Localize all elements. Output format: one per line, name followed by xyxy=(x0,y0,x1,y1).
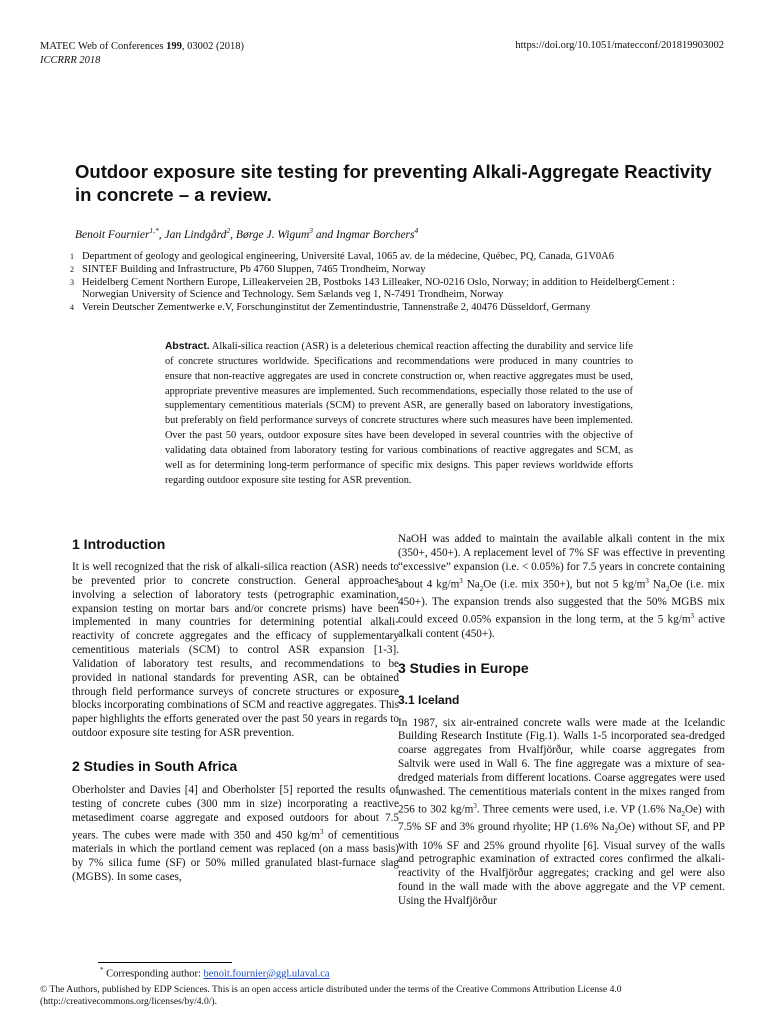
conference-tag: ICCRRR 2018 xyxy=(40,55,101,66)
paragraph: It is well recognized that the risk of alkali-silica reaction (ASR) needs to be prevented prior to concrete construction. General approaches involving a selection of laboratory tests (petrographic examination, expansion testing on mortar bars and/or concrete prisms) have been implemented in many countries for determining potential alkali-reactivity of concrete aggregates and the efficacy of supplementary cementitious materials (SCM) to control ASR expansion [1-3]. Validation of laboratory test results, and recommendations to be provided in national standards for preventing ASR, can be obtained through field performance surveys of concrete structures or exposure blocks incorporating combinations of SCM and reactive aggregates. This paper highlights the efforts generated over the past 50 years in regards to outdoor exposure site testing for ASR prevention. xyxy=(72,561,399,740)
section-heading: 2 Studies in South Africa xyxy=(72,757,238,774)
author-name: Børge J. Wigum xyxy=(235,228,310,241)
author-name: Ingmar Borchers xyxy=(336,228,415,241)
corresponding-author-note: * Corresponding author: benoit.fournier@ggl.ulaval.ca xyxy=(100,966,330,980)
affiliations xyxy=(70,251,710,315)
running-header xyxy=(40,40,244,68)
affiliation: 1 Department of geology and geological engineering, Université Laval, 1065 av. de la médecine, Québec, PQ, Canada, G1V0A6 xyxy=(70,251,615,262)
doi-link[interactable]: https://doi.org/10.1051/matecconf/201819903002 xyxy=(515,40,724,51)
affiliation: 2 SINTEF Building and Infrastructure, Pb 4760 Sluppen, 7465 Trondheim, Norway xyxy=(70,263,426,275)
subsection-heading: 3.1 Iceland xyxy=(398,692,460,707)
paragraph: NaOH was added to maintain the available alkali content in the mix (350+, 450+). A replacement level of 7% SF was effective in preventing “excessive” expansion (i.e. < 0.05%) for 7.5 years in concrete containing about 4 $kg/m^3$ $Na_2Oe$ (i.e. mix 350+), but not 5 $kg/m^3$ $Na_2Oe$ (i.e. mix 450+). The expansion trends also suggested that the 50% MGBS mix could exceed 0.05% expansion in the long term, at the 5 $kg/m^3$ active alkali content (450+). xyxy=(398,533,726,640)
author-name: Jan Lindgård xyxy=(164,228,227,241)
author-name: Benoit Fournier xyxy=(75,228,150,241)
paragraph: Oberholster and Davies [4] and Oberholster [5] reported the results of testing of concrete cubes (300 mm in size) incorporating a reactive metasediment coarse aggregate and exposed outdoors for about 7.5 years. The cubes were made with 350 and 450 $kg/m^3$ of cementitious materials in which the portland cement was replaced (on a mass basis) by 7% silica fume (SF) or 50% milled granulated blast-furnace slag (MGBS). In some cases, xyxy=(72,783,399,883)
right-column xyxy=(398,533,725,909)
affiliation: 4 Verein Deutscher Zementwerke e.V, Forschunginstitut der Zementindustrie, Tannenstraße 2, 40476 Düsseldorf, Germany xyxy=(70,302,591,314)
abstract-text: Alkali-silica reaction (ASR) is a deleterious chemical reaction affecting the durability and service life of concrete structures worldwide. Specifications and recommendations were produced in many countries to ensure that non-reactive aggregates are used in concrete construction or, when reactive aggregates must be used, appropriate preventive measures are implemented. Such recommendations, especially those related to the use of supplementary cementitious materials (SCM) to prevent ASR, are generally based on laboratory investigations, but preferably on field performance surveys of concrete structures where such measures have been implemented. Over the past 50 years, outdoor exposure sites have been developed in several countries with the objective of validating data obtained from laboratory testing for various combinations of reactive aggregates and SCM, as well as for determining long-term performance of specific mix designs. This paper reviews worldwide efforts regarding outdoor exposure site testing for ASR prevention. xyxy=(165,341,633,486)
abstract xyxy=(165,340,633,488)
footnote-rule xyxy=(98,962,232,963)
abstract-label: Abstract. xyxy=(165,341,210,352)
section-heading: 1 Introduction xyxy=(72,536,166,552)
journal-citation: MATEC Web of Conferences 199, 03002 (2018) xyxy=(40,41,244,52)
author-email-link[interactable]: benoit.fournier@ggl.ulaval.ca xyxy=(203,968,330,980)
section-heading: 3 Studies in Europe xyxy=(398,659,529,676)
license-notice: © The Authors, published by EDP Sciences. This is an open access article distributed under the terms of the Creative Commons Attribution License 4.0 (http://creativecommons.org/licenses/by/4.0/). xyxy=(40,984,622,1007)
author-list: Benoit Fournier$^{1,*}$, Jan Lindgård$^2$, Børge J. Wigum$^3$ and Ingmar Borchers$^4$ xyxy=(75,226,419,241)
paper-title: Outdoor exposure site testing for preventing Alkali-Aggregate Reactivity in concrete – a review. xyxy=(75,161,712,205)
affiliation: 3 Heidelberg Cement Northern Europe, Lilleakerveien 2B, Postboks 143 Lilleaker, NO-0216 Oslo, Norway; in addition to HeidelbergCement : Norwegian University of Science and Technology. Sem Sælands veg 1, N-7491 Trondheim, Norway xyxy=(70,276,675,301)
paragraph: In 1987, six air-entrained concrete walls were made at the Icelandic Building Research Institute (Fig.1). Walls 1-5 incorporated sea-dredged coarse aggregates from Hvalfjörður, while coarse aggregates from Saltvik were used in Wall 6. The fine aggregate was a mixture of sea-dredged materials from different locations. Coarse aggregates were used unwashed. The cementitious materials content in the mixes ranged from 256 to 302 $kg/m^3$. Three cements were used, i.e. VP (1.6% $Na_2Oe$) with 7.5% SF and 3% ground rhyolite; HP (1.6% $Na_2Oe$) without SF, and PP with 10% SF and 25% ground rhyolite [6]. Visual survey of the walls and petrographic examination of extracted cores confirmed the alkali-reactivity of the Hvalfjörður aggregates; cracking and gel were also found in the wall made with the above aggregate and the VP cement. Using the Hvalfjörður xyxy=(398,716,726,907)
left-column xyxy=(72,535,399,885)
